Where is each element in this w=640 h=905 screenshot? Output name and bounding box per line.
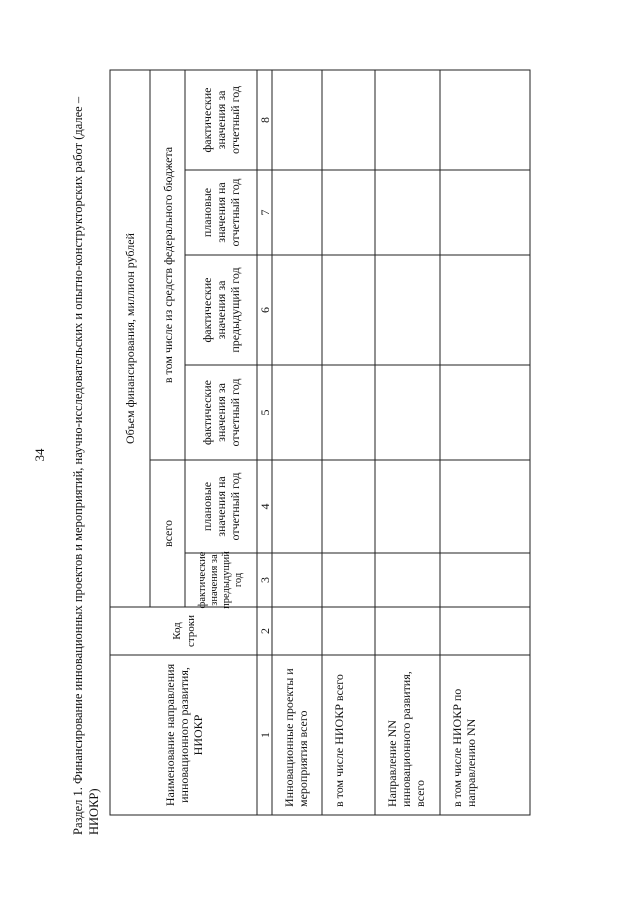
- column-number: 2: [257, 628, 272, 634]
- header-federal-fact-prev: фактические значения за предыдущий год: [200, 267, 242, 353]
- header-federal-fact-report: фактические значения за отчетный год: [200, 86, 242, 154]
- header-total-fact-report: фактические значения за отчетный год: [200, 378, 242, 447]
- table-row-label: Инновационные проекты и мероприятия всего: [282, 668, 310, 807]
- column-number: 3: [257, 577, 272, 583]
- header-code: Код строки: [170, 614, 197, 648]
- header-name: Наименование направления инновационного развития, НИОКР: [162, 663, 205, 807]
- column-number: 1: [257, 732, 272, 738]
- header-total-plan: плановые значения на отчетный год: [200, 472, 242, 541]
- header-volume: Объем финансирования, миллион рублей: [123, 233, 137, 444]
- table-row-label: в том числе НИОКР всего: [332, 674, 346, 807]
- header-total: всего: [160, 519, 175, 548]
- column-number: 7: [257, 209, 272, 216]
- table-row-label: Направление NN инновационного развития, всего: [385, 671, 427, 807]
- page-number: 34: [32, 448, 47, 462]
- column-number: 5: [257, 409, 272, 416]
- column-number: 8: [257, 117, 272, 123]
- header-total-fact-prev: фактические значения за предыдущий год: [197, 551, 244, 609]
- table-row-label: в том числе НИОКР по направлению NN: [450, 688, 478, 807]
- column-number: 6: [257, 307, 272, 313]
- header-federal-plan: плановые значения на отчетный год: [200, 178, 242, 247]
- column-number: 4: [257, 503, 272, 510]
- section-title: Раздел 1. Финансирование инновационных проектов и мероприятий, научно-исследовательских и опытно-конструкторских работ (далее – НИОКР): [71, 96, 101, 835]
- header-federal: в том числе из средств федерального бюджета: [160, 146, 175, 384]
